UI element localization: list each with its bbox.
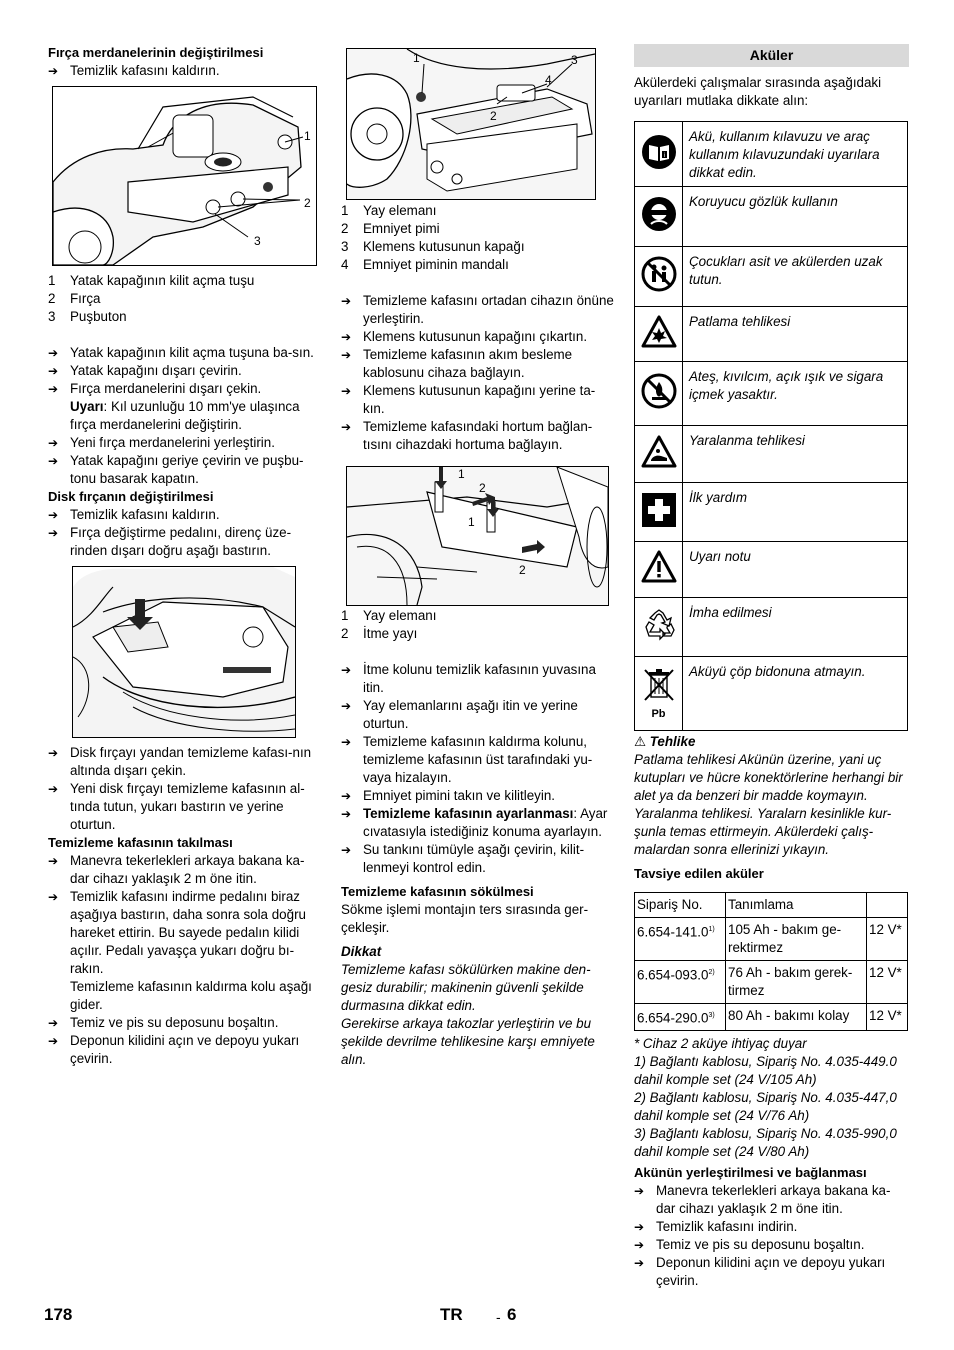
step: ➔ Klemens kutusunun kapağını çıkartın. [341, 329, 588, 344]
header-cell: Tanımlama [726, 893, 867, 918]
figure-roller-brush [52, 86, 317, 266]
callout-1: 1 [304, 129, 311, 143]
battery-table [634, 892, 908, 1031]
callout-3: 3 [254, 234, 261, 248]
first-aid-icon [641, 516, 677, 531]
section-heading: Temizleme kafasının takılması [48, 835, 233, 850]
step: ➔ Temizleme kafasının ayarlanması: Ayar cıvatasıyla istediğiniz konuma ayarlayın. [341, 806, 608, 839]
step: ➔ Yeni disk fırçayı temizleme kafasının al-tında tutun, yukarı bastırın ve yerine oturtun. [48, 781, 305, 832]
legend-item: 1 Yatak kapağının kilit açma tuşu [48, 273, 255, 288]
step: ➔ Temiz ve pis su deposunu boşaltın. [48, 1015, 279, 1030]
warning-row [635, 247, 908, 307]
section-heading: Akünün yerleştirilmesi ve bağlanması [634, 1165, 867, 1181]
callout-2: 2 [304, 196, 311, 210]
warning-text: Ateş, kıvılcım, açık ışık ve sigara içmek yasaktır. [683, 362, 908, 426]
figure-disk-brush [72, 566, 296, 738]
step: ➔ Deponun kilidini açın ve depoyu yukarı çevirin. [634, 1255, 886, 1289]
language-code: TR [440, 1305, 463, 1324]
step: ➔ Temizleme kafasının akım besleme kablosunu cihaza bağlayın. [341, 347, 573, 380]
legend-item: 2 İtme yayı [341, 626, 418, 641]
step: ➔ Klemens kutusunun kapağını yerine ta-kın. [341, 383, 596, 416]
warning-row [635, 657, 908, 731]
callout-2b: 2 [519, 563, 526, 577]
warning-text: Akü, kullanım kılavuzu ve araç kullanım kılavuzundaki uyarılara dikkat edin. [683, 122, 908, 187]
figure-legend [341, 607, 615, 643]
legend-item: 2 Fırça [48, 291, 101, 306]
step: ➔ Manevra tekerlekleri arkaya bakana ka-dar cihazı yaklaşık 2 m öne itin. [48, 853, 305, 886]
figure-spring-elements [346, 466, 609, 606]
step: ➔ İtme kolunu temizlik kafasının yuvasına itin. [341, 662, 596, 695]
legend-item: 1 Yay elemanı [341, 203, 437, 218]
warning-icon [641, 572, 677, 587]
warning-text: Çocukları asit ve akülerden uzak tutun. [683, 247, 908, 307]
warning-icon: ⚠ [634, 734, 647, 749]
intro-text: Akülerdeki çalışmalar sırasında aşağıdaki uyarıları mutlaka dikkate alın: [634, 75, 882, 108]
footnote: 1) Bağlantı kablosu, Sipariş No. 4.035-449.0 dahil komple set (24 V/105 Ah) [634, 1054, 897, 1088]
svg-text:i: i [663, 152, 665, 159]
goggles-icon [641, 220, 677, 235]
legend-item: 3 Klemens kutusunun kapağı [341, 239, 525, 254]
step: ➔ Temizlik kafasını indirin. [634, 1219, 798, 1235]
warning-row [635, 362, 908, 426]
warning-row [635, 122, 908, 187]
pb-label: Pb [651, 708, 666, 720]
no-children-icon [641, 280, 677, 295]
table-row: 6.654-141.0$^{1)}$ 105 Ah - bakım ge-rektirmez 12 V* [635, 918, 908, 961]
paragraph: Sökme işlemi montajın ters sırasında ger-çekleşir. [341, 902, 589, 935]
arrow-icon: ➔ [48, 64, 59, 78]
callout-1: 1 [413, 51, 420, 65]
legend-item: 1 Yay elemanı [341, 608, 437, 623]
header-cell [867, 893, 908, 918]
step: ➔ Fırça merdanelerini dışarı çekin. [48, 381, 262, 396]
column-1 [48, 44, 322, 1068]
table-row: 6.654-093.0$^{2)}$ 76 Ah - bakım gerek-tirmez 12 V* [635, 961, 908, 1004]
warning-text: İlk yardım [683, 483, 908, 542]
step: ➔ Yay elemanlarını aşağı itin ve yerine oturtun. [341, 698, 578, 731]
step: ➔ Deponun kilidini açın ve depoyu yukarı çevirin. [48, 1033, 300, 1066]
step: ➔ Temizleme kafasını ortadan cihazın önüne yerleştirin. [341, 293, 614, 326]
warning-text: Patlama tehlikesi [683, 307, 908, 362]
step: ➔ Yatak kapağını dışarı çevirin. [48, 363, 242, 378]
section-heading: Disk fırçanın değiştirilmesi [48, 489, 214, 504]
manual-icon [641, 152, 677, 173]
step: ➔ Fırça değiştirme pedalını, direnç üze-rinden dışarı doğru aşağı bastırın. [48, 525, 292, 558]
figure-legend [48, 272, 322, 326]
header-cell: Sipariş No. [635, 893, 726, 918]
step: ➔ Temizleme kafasının kaldırma kolunu, temizleme kafasının üst tarafındaki yu-vaya hizalayın. [341, 734, 593, 785]
warning-row [635, 187, 908, 247]
step: ➔ Yeni fırça merdanelerini yerleştirin. [48, 435, 275, 450]
caution-text: Gerekirse arkaya takozlar yerleştirin ve bu şekilde devrilme tehlikesine karşı emniyete alın. [341, 1016, 595, 1067]
injury-icon [641, 457, 677, 472]
column-2 [341, 44, 615, 1069]
footnote: 3) Bağlantı kablosu, Sipariş No. 4.035-990,0 dahil komple set (24 V/80 Ah) [634, 1126, 897, 1160]
no-bin-icon [635, 667, 682, 720]
callout-2: 2 [490, 109, 497, 123]
warning-table [634, 121, 908, 731]
warning-text: Uyarı notu [683, 542, 908, 598]
footnote: * Cihaz 2 aküye ihtiyaç duyar [634, 1036, 807, 1052]
step: ➔ Temiz ve pis su deposunu boşaltın. [634, 1237, 865, 1253]
warning-row [635, 483, 908, 542]
danger-label: ⚠ Tehlike [634, 734, 696, 749]
callout-1: 1 [458, 467, 465, 481]
step: ➔ Temizlik kafasını indirme pedalını biraz aşağıya bastırın, daha sonra sola doğru hareket ettirin. Bu sayede pedalın kilidi açılır. Pedalı yavaşça yukarı doğru bı-rakın. [48, 889, 306, 976]
figure-legend [341, 202, 615, 274]
section-heading: Tavsiye edilen aküler [634, 866, 764, 881]
footer-separator: - [496, 1309, 501, 1325]
warning-row [635, 598, 908, 657]
callout-2: 2 [479, 481, 486, 495]
warning-row [635, 542, 908, 598]
footnote: 2) Bağlantı kablosu, Sipariş No. 4.035-447,0 dahil komple set (24 V/76 Ah) [634, 1090, 897, 1124]
warning-row [635, 426, 908, 483]
warning-note: Uyarı: Kıl uzunluğu 10 mm'ye ulaşınca fırça merdanelerini değiştirin. [70, 399, 300, 432]
danger-text: Patlama tehlikesi Akünün üzerine, yani uç kutupları ve hücre konektörlerine herhangi bir alet ya da benzeri bir madde koymayın. Yaralanma tehlikesi. Yaralarn kesinlikle kur-şunla temas ettirmeyin. Akülerdeki çalış-malardan sonra ellerinizi yıkayın. [634, 752, 903, 857]
figure-head-mount [346, 48, 596, 200]
section-band: Aküler [634, 44, 909, 67]
caution-label: Dikkat [341, 944, 382, 959]
step: ➔ Yatak kapağını geriye çevirin ve puşbu-tonu basarak kapatın. [48, 453, 304, 486]
section-heading: Temizleme kafasının sökülmesi [341, 884, 534, 899]
section-page-number: 6 [507, 1305, 517, 1324]
legend-item: 2 Emniyet pimi [341, 221, 440, 236]
column-3 [634, 44, 909, 1290]
warning-text: İmha edilmesi [683, 598, 908, 657]
legend-item: 3 Puşbuton [48, 309, 127, 324]
warning-text: Koruyucu gözlük kullanın [683, 187, 908, 247]
table-row: 6.654-290.0$^{3)}$ 80 Ah - bakımı kolay 12 V* [635, 1004, 908, 1031]
recycle-icon [640, 631, 678, 646]
step: ➔ Su tankını tümüyle aşağı çevirin, kilit-lenmeyi kontrol edin. [341, 842, 585, 875]
step: ➔ Disk fırçayı yandan temizleme kafası-nın altında dışarı çekin. [48, 745, 312, 778]
callout-3: 3 [571, 53, 578, 67]
step: ➔ Manevra tekerlekleri arkaya bakana ka-dar cihazı yaklaşık 2 m öne itin. [634, 1183, 891, 1217]
warning-row [635, 307, 908, 362]
result-note: Temizleme kafasının kaldırma kolu aşağı gider. [70, 979, 312, 1012]
caution-text: Temizleme kafası sökülürken makine den-gesiz durabilir; makinenin güvenli şekilde durmasına dikkat edin. [341, 962, 591, 1013]
step: ➔ Temizlik kafasını kaldırın. [48, 507, 220, 522]
explosion-icon [641, 337, 677, 352]
section-heading: Fırça merdanelerinin değiştirilmesi [48, 45, 264, 60]
warning-text: Aküyü çöp bidonuna atmayın. [683, 657, 908, 731]
callout-1b: 1 [468, 515, 475, 529]
no-fire-icon [641, 397, 677, 412]
step: ➔ Temizleme kafasındaki hortum bağlan-tısını cihazdaki hortuma bağlayın. [341, 419, 593, 452]
step: ➔ Emniyet pimini takın ve kilitleyin. [341, 788, 556, 803]
step: ➔ Yatak kapağının kilit açma tuşuna ba-sın. [48, 345, 314, 360]
legend-item: 4 Emniyet piminin mandalı [341, 257, 509, 272]
warning-text: Yaralanma tehlikesi [683, 426, 908, 483]
table-header-row [635, 893, 908, 918]
page-number: 178 [44, 1305, 73, 1324]
callout-4: 4 [545, 73, 552, 87]
step: ➔ Temizlik kafasını kaldırın. [48, 63, 220, 78]
